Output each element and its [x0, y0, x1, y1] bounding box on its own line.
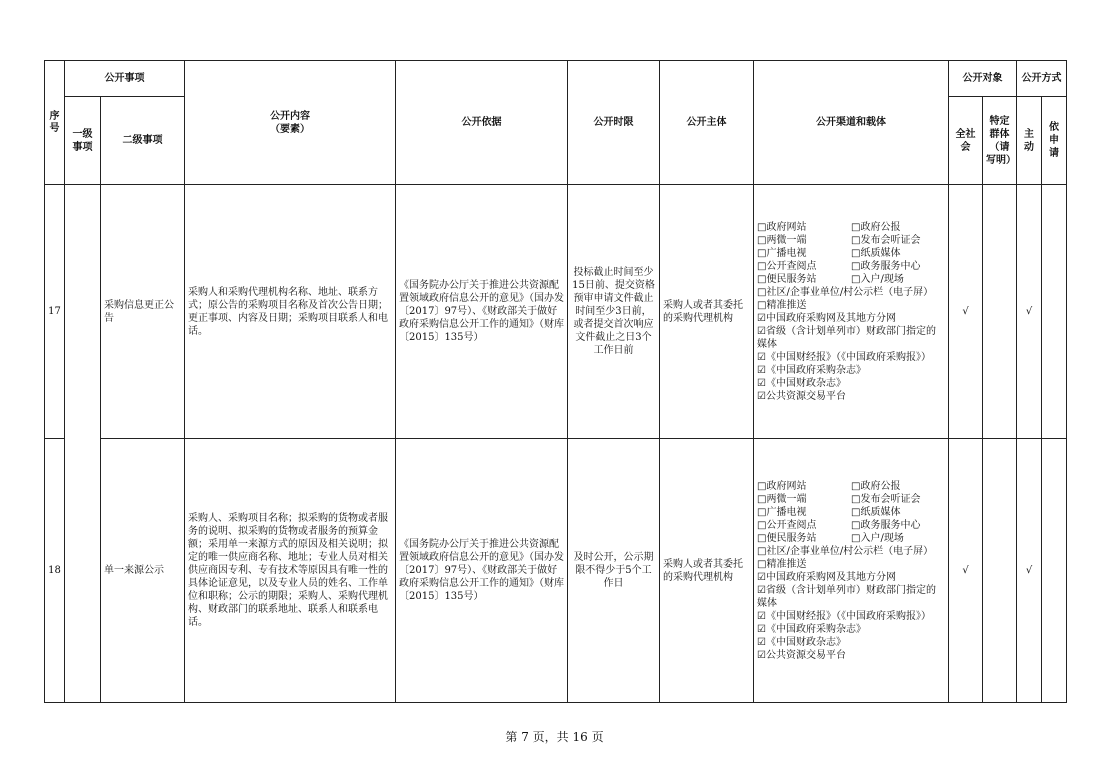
disclosure-table: [44, 60, 1067, 703]
level1-header: 一级事项: [65, 97, 101, 185]
row-subject: 采购人或者其委托的采购代理机构: [660, 439, 754, 703]
row-target-all: √: [949, 185, 983, 439]
channel-header: 公开渠道和载体: [754, 61, 949, 185]
channel-item: ☑《中国财政杂志》: [757, 636, 846, 648]
channel-item: ☑省级（含计划单列市）财政部门指定的媒体: [757, 325, 936, 350]
row-time-limit: 及时公开，公示期限不得少于5个工作日: [568, 439, 660, 703]
channel-item: ☑省级（含计划单列市）财政部门指定的媒体: [757, 584, 936, 609]
content-header-line1: 公开内容: [270, 110, 310, 122]
target-all-header: 全社会: [949, 97, 983, 185]
row-content: 采购人和采购代理机构名称、地址、联系方式；原公告的采购项目名称及首次公告日期；更正事项、内容及日期；采购项目联系人和电话。: [185, 185, 396, 439]
subject-header: 公开主体: [660, 61, 754, 185]
channel-item: □公开查阅点: [757, 519, 817, 531]
channel-item: □政府公报: [851, 221, 901, 233]
channel-item: □政府公报: [851, 480, 901, 492]
row-basis: 《国务院办公厅关于推进公共资源配置领域政府信息公开的意见》（国办发〔2017〕97号）、《财政部关于做好政府采购信息公开工作的通知》（财库〔2015〕135号）: [396, 185, 568, 439]
channel-item: ☑《中国政府采购杂志》: [757, 364, 866, 376]
header-row-1: [45, 61, 1067, 97]
row-seq: 18: [45, 439, 65, 703]
channel-item: □两微一端: [757, 234, 807, 246]
level1-cell: [65, 185, 101, 703]
row-method-active: √: [1017, 439, 1042, 703]
level2-header: 二级事项: [101, 97, 185, 185]
channel-item: ☑《中国政府采购杂志》: [757, 623, 866, 635]
channel-item: ☑公共资源交易平台: [757, 390, 846, 402]
channel-item: □入户/现场: [851, 273, 904, 285]
channel-item: □广播电视: [757, 247, 807, 259]
channel-item: □便民服务站: [757, 532, 817, 544]
row-time-limit: 投标截止时间至少15日前、提交资格预审申请文件截止时间至少3日前，或者提交首次响应文件截止之日3个工作日前: [568, 185, 660, 439]
page-footer: 第 7 页，共 16 页: [505, 730, 604, 744]
channel-item: □精准推送: [757, 299, 807, 311]
row-target-specific: [983, 439, 1017, 703]
row-method-active: √: [1017, 185, 1042, 439]
row-seq: 17: [45, 185, 65, 439]
table-row: [45, 185, 1067, 439]
channel-item: ☑中国政府采购网及其地方分网: [757, 312, 896, 324]
channel-item: □政务服务中心: [851, 260, 921, 272]
channel-item: □政务服务中心: [851, 519, 921, 531]
row-content: 采购人、采购项目名称；拟采购的货物或者服务的说明、拟采购的货物或者服务的预算金额；采用单一来源方式的原因及相关说明；拟定的唯一供应商名称、地址；专业人员对相关供应商因专利、专有技术等原因具有唯一性的具体论证意见，以及专业人员的姓名、工作单位和职称；公示的期限；采购人、采购代理机构、财政部门的联系地址、联系人和联系电话。: [185, 439, 396, 703]
table-row: [45, 439, 1067, 703]
channel-item: □便民服务站: [757, 273, 817, 285]
method-group-header: 公开方式: [1017, 61, 1067, 97]
channel-item: ☑公共资源交易平台: [757, 649, 846, 661]
target-group-header: 公开对象: [949, 61, 1017, 97]
row-level2: 单一来源公示: [101, 439, 185, 703]
channel-item: □两微一端: [757, 493, 807, 505]
channel-item: □纸质媒体: [851, 506, 901, 518]
channel-item: □发布会听证会: [851, 234, 921, 246]
row-basis: 《国务院办公厅关于推进公共资源配置领域政府信息公开的意见》（国办发〔2017〕97号）、《财政部关于做好政府采购信息公开工作的通知》（财库〔2015〕135号）: [396, 439, 568, 703]
channel-item: □入户/现场: [851, 532, 904, 544]
channel-item: ☑《中国财政杂志》: [757, 377, 846, 389]
row-level2: 采购信息更正公告: [101, 185, 185, 439]
channel-item: □政府网站: [757, 221, 807, 233]
channel-item: □广播电视: [757, 506, 807, 518]
channel-list: [757, 221, 945, 403]
seq-header: 序号: [45, 61, 65, 185]
content-header: [185, 61, 396, 185]
row-subject: 采购人或者其委托的采购代理机构: [660, 185, 754, 439]
channel-list: [757, 480, 945, 662]
channel-item: □公开查阅点: [757, 260, 817, 272]
row-target-specific: [983, 185, 1017, 439]
row-channels: [754, 439, 949, 703]
channel-item: □社区/企事业单位/村公示栏（电子屏）: [757, 286, 934, 298]
items-group-header: 公开事项: [65, 61, 185, 97]
basis-header: 公开依据: [396, 61, 568, 185]
channel-item: □纸质媒体: [851, 247, 901, 259]
channel-item: □社区/企事业单位/村公示栏（电子屏）: [757, 545, 934, 557]
method-active-header: 主动: [1017, 97, 1042, 185]
channel-item: □精准推送: [757, 558, 807, 570]
content-header-line2: （要素）: [270, 123, 310, 135]
time-limit-header: 公开时限: [568, 61, 660, 185]
row-target-all: √: [949, 439, 983, 703]
channel-item: ☑《中国财经报》（《中国政府采购报》）: [757, 351, 931, 363]
target-specific-header: 特定群体（请写明）: [983, 97, 1017, 185]
channel-item: □发布会听证会: [851, 493, 921, 505]
channel-item: ☑中国政府采购网及其地方分网: [757, 571, 896, 583]
row-method-request: [1042, 185, 1067, 439]
row-method-request: [1042, 439, 1067, 703]
channel-item: □政府网站: [757, 480, 807, 492]
channel-item: ☑《中国财经报》（《中国政府采购报》）: [757, 610, 931, 622]
row-channels: [754, 185, 949, 439]
method-request-header: 依申请: [1042, 97, 1067, 185]
